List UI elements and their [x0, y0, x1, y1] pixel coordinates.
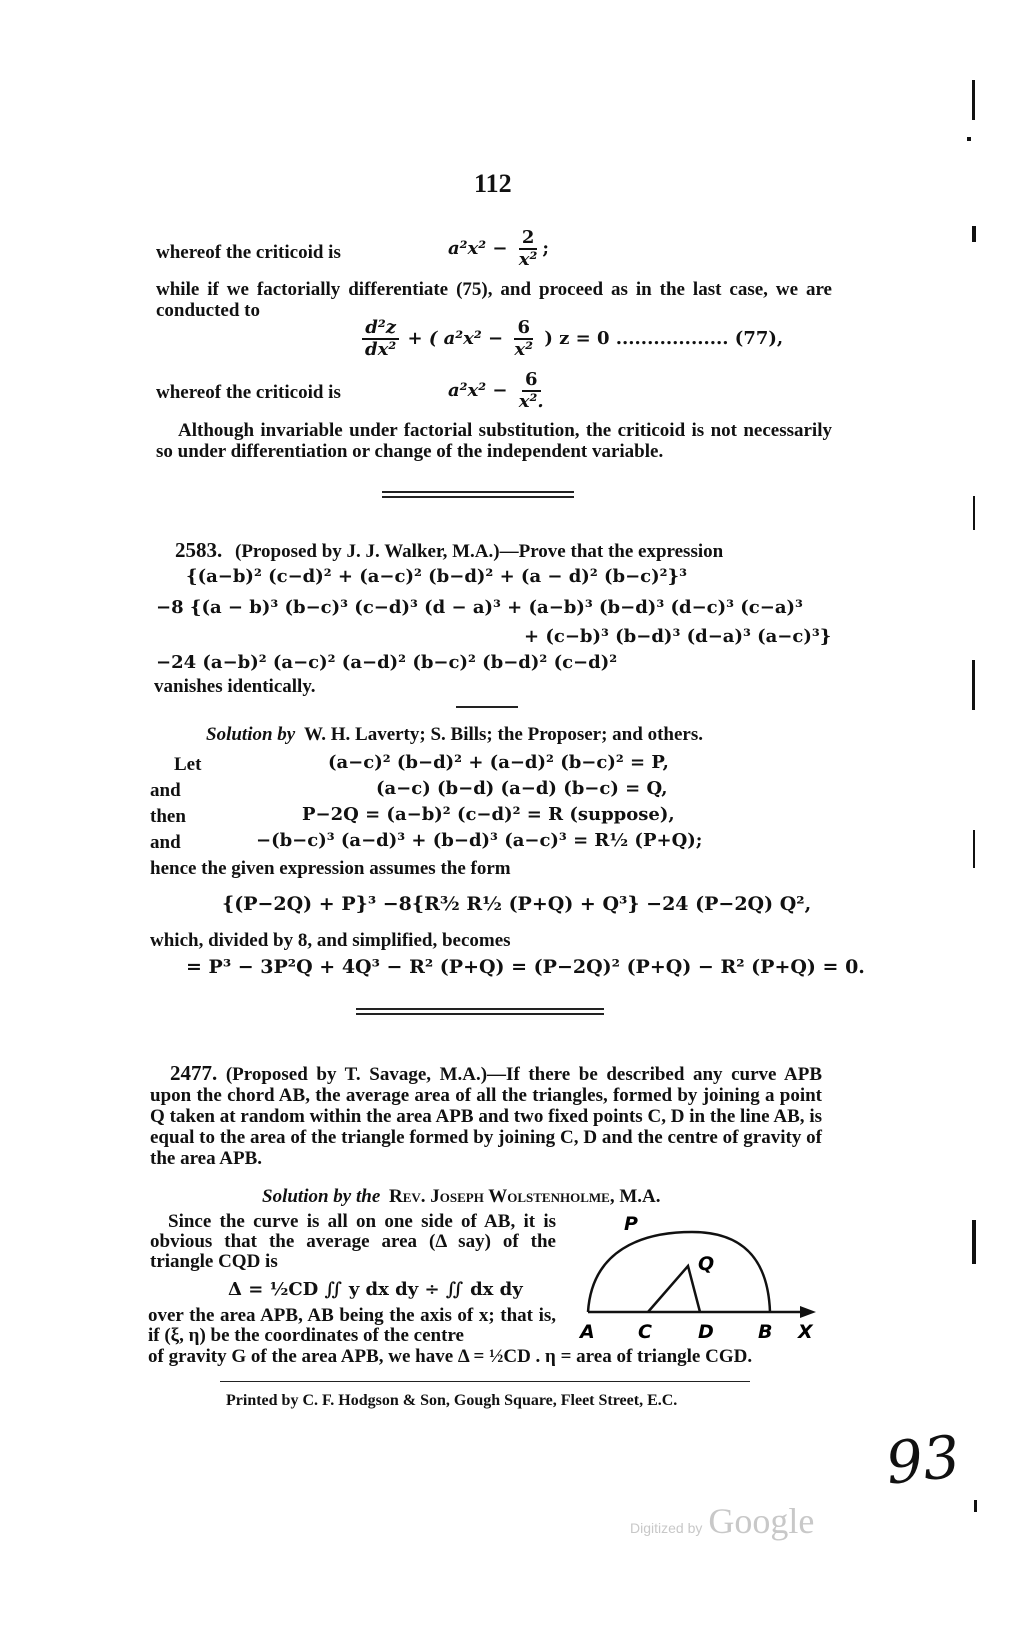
invariable-paragraph: Although invariable under factorial substitution, the criticoid is not necessarily so under differentiation or change of the independent variable. [156, 420, 832, 462]
question-2477 [150, 1063, 822, 1169]
vanishes-text: vanishes identically. [154, 676, 316, 697]
equation-77-derivative: $\frac{\text{d²z}}{\text{dx²}}$ [362, 318, 399, 360]
criticoid-label-1: whereof the criticoid is [156, 242, 341, 263]
question-2583-header [175, 540, 723, 562]
solution-2583-attribution: Solution by W. H. Laverty; S. Bills; the Proposer; and others. [206, 724, 703, 745]
question-number: 2477. [170, 1061, 218, 1085]
and-equation-1: (a−c) (b−d) (a−d) (b−c) = Q, [376, 778, 668, 799]
delta-equation: Δ = ½CD ∬ y dx dy ÷ ∬ dx dy [228, 1279, 523, 1300]
final-equation: = P³ − 3P²Q + 4Q³ − R² (P+Q) = (P−2Q)² (P+Q) − R² (P+Q) = 0. [186, 956, 865, 978]
which-text: which, divided by 8, and simplified, becomes [150, 930, 511, 951]
equation-77: $\frac{\text{d²z}}{\text{dx²}}$ + ( a²x² − $\frac{6}{\text{x²}}$ ) z = 0 .................. (77), [360, 318, 783, 360]
triangle-cqd [648, 1266, 700, 1312]
expr-line-4: −24 (a−b)² (a−c)² (a−d)² (b−c)² (b−d)² (c−d)² [156, 652, 618, 673]
criticoid-fraction-1: $\frac{2}{\text{x²}}$ [518, 227, 538, 270]
watermark-prefix: Digitized by [630, 1520, 703, 1536]
scan-mark [972, 226, 976, 242]
google-logo: Google [708, 1501, 815, 1541]
scan-mark [974, 1500, 977, 1512]
scan-mark [967, 137, 971, 141]
short-divider [456, 706, 518, 708]
hence-text: hence the given expression assumes the form [150, 858, 511, 879]
apb-figure [572, 1210, 822, 1346]
curve-apb [588, 1232, 770, 1312]
axis-arrow-icon [800, 1306, 816, 1318]
expr-line-1: {(a−b)² (c−d)² + (a−c)² (b−d)² + (a − d)² (b−c)²}³ [186, 566, 687, 587]
and-label-1: and [150, 780, 181, 801]
section-divider-2 [356, 1008, 604, 1015]
label-x: X [798, 1321, 813, 1343]
criticoid-expr-2: a²x² − $\frac{6}{\text{x².}}$ [448, 370, 549, 412]
criticoid-label-2: whereof the criticoid is [156, 382, 341, 403]
and-equation-2: −(b−c)³ (a−d)³ + (b−d)³ (a−c)³ = R½ (P+Q); [256, 830, 703, 851]
label-c: C [638, 1321, 652, 1343]
and-label-2: and [150, 832, 181, 853]
scan-mark [972, 660, 975, 710]
then-label: then [150, 806, 186, 827]
footer-rule [220, 1381, 750, 1382]
criticoid-expr-1: a²x² − $\frac{2}{\text{x²}}$ ; [448, 227, 550, 270]
since-paragraph: Since the curve is all on one side of AB, it is obvious that the average area (Δ say) of the triangle CQD is [150, 1211, 556, 1272]
printer-line: Printed by C. F. Hodgson & Son, Gough Square, Fleet Street, E.C. [226, 1392, 678, 1409]
criticoid-fraction-2: $\frac{6}{\text{x².}}$ [518, 369, 544, 412]
criticoid-expr-1-pre: a²x² − [448, 238, 508, 259]
label-p: P [624, 1213, 638, 1235]
then-equation: P−2Q = (a−b)² (c−d)² = R (suppose), [302, 804, 675, 825]
page-number: 112 [474, 169, 512, 198]
over-paragraph: over the area APB, AB being the axis of x; that is, if (ξ, η) be the coordinates of the centre [148, 1305, 556, 1346]
handwritten-number: 93 [882, 1422, 964, 1498]
question-number: 2583. [175, 538, 223, 562]
label-q: Q [698, 1253, 715, 1275]
digitized-watermark [630, 1500, 814, 1542]
label-a: A [580, 1321, 595, 1343]
let-label: Let [174, 754, 202, 775]
question-proposed: (Proposed by J. J. Walker, M.A.)—Prove that the expression [235, 541, 724, 562]
expr-line-3: + (c−b)³ (b−d)³ (d−a)³ (a−c)³} [524, 626, 832, 647]
section-divider-1 [382, 491, 574, 498]
let-equation: (a−c)² (b−d)² + (a−d)² (b−c)² = P, [328, 752, 669, 773]
gravity-line: of gravity G of the area APB, we have Δ = ½CD . η = area of triangle CGD. [148, 1346, 753, 1367]
form-equation: {(P−2Q) + P}³ −8{R³⁄₂ R½ (P+Q) + Q³} −24 (P−2Q) Q², [222, 893, 812, 915]
solution-2477-attribution: Solution by the Rev. Joseph Wolstenholme, M.A. [262, 1186, 661, 1207]
scan-mark [973, 496, 975, 530]
label-b: B [758, 1321, 773, 1343]
expr-line-2: −8 {(a − b)³ (b−c)³ (c−d)³ (d − a)³ + (a−b)³ (b−d)³ (d−c)³ (c−a)³ [156, 597, 803, 618]
label-d: D [698, 1321, 714, 1343]
equation-77-fraction: $\frac{6}{\text{x²}}$ [514, 317, 534, 360]
scan-mark [972, 1220, 976, 1264]
scan-mark [972, 80, 975, 120]
question-2477-text: (Proposed by T. Savage, M.A.)—If there be described any curve APB upon the chord AB, the average area of all the triangles, formed by joining a point Q taken at random within the area APB and two fixed points C, D in the line AB, is equal to the area of the triangle formed by joining C, D and the centre of gravity of the area APB. [150, 1064, 823, 1169]
differentiate-paragraph: while if we factorially differentiate (75), and proceed as in the last case, we are conducted to [156, 279, 832, 321]
scan-mark [973, 830, 975, 868]
